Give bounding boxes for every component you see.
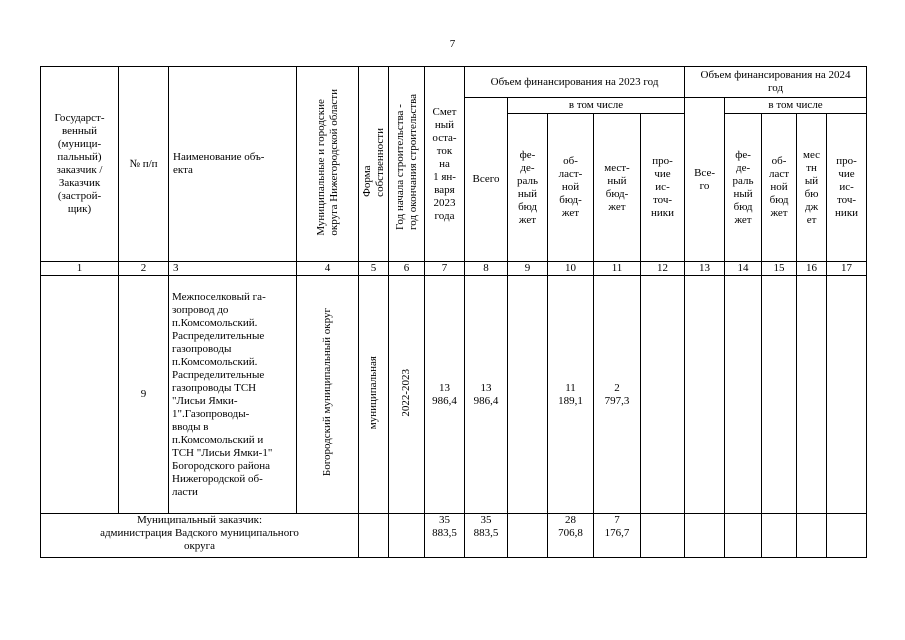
header-total-2023: Всего bbox=[465, 98, 508, 262]
summary-years bbox=[389, 514, 425, 558]
header-estimate: Смет ный оста- ток на 1 ян- варя 2023 года bbox=[425, 67, 465, 262]
col-number: 12 bbox=[641, 262, 685, 276]
col-number: 15 bbox=[762, 262, 797, 276]
col-number: 16 bbox=[797, 262, 827, 276]
row-total-2024 bbox=[685, 276, 725, 514]
col-number: 5 bbox=[359, 262, 389, 276]
header-fin-2023: Объем финансирования на 2023 год bbox=[465, 67, 685, 98]
row-other-2024 bbox=[827, 276, 867, 514]
header-federal-2023: фе- де- раль ный бюд жет bbox=[508, 114, 548, 262]
row-other-2023 bbox=[641, 276, 685, 514]
col-number: 6 bbox=[389, 262, 425, 276]
row-local-2023: 2 797,3 bbox=[594, 276, 641, 514]
header-regional-2023: об- ласт- ной бюд- жет bbox=[548, 114, 594, 262]
table-row bbox=[41, 276, 867, 514]
row-years: 2022-2023 bbox=[389, 276, 425, 514]
summary-label: Муниципальный заказчик: администрация Вадского муниципального округа bbox=[41, 514, 359, 558]
header-municipality: Муниципальные и городские округа Нижегородской области bbox=[297, 67, 359, 262]
summary-other-2023 bbox=[641, 514, 685, 558]
header-fin-2024: Объем финансирования на 2024 год bbox=[685, 67, 867, 98]
row-federal-2024 bbox=[725, 276, 762, 514]
header-ownership: Форма собственности bbox=[359, 67, 389, 262]
summary-ownership bbox=[359, 514, 389, 558]
col-number: 13 bbox=[685, 262, 725, 276]
row-object-name: Межпоселковый га- зопровод до п.Комсомольский. Распределительные газопроводы п.Комсомольский. Распределительные газопроводы ТСН "Лисьи Ямки- 1".Газопроводы- вводы в п.Комсомольский и ТСН "Лисьи Ямки-1" Богородского района Нижегородской об- ласти bbox=[169, 276, 297, 514]
header-incl-2024: в том числе bbox=[725, 98, 867, 114]
summary-total-2023: 35 883,5 bbox=[465, 514, 508, 558]
col-number: 14 bbox=[725, 262, 762, 276]
row-federal-2023 bbox=[508, 276, 548, 514]
header-incl-2023: в том числе bbox=[508, 98, 685, 114]
header-object-name: Наименование объ- екта bbox=[169, 67, 297, 262]
col-number: 17 bbox=[827, 262, 867, 276]
header-other-2023: про- чие ис- точ- ники bbox=[641, 114, 685, 262]
row-estimate: 13 986,4 bbox=[425, 276, 465, 514]
header-local-2023: мест- ный бюд- жет bbox=[594, 114, 641, 262]
summary-local-2023: 7 176,7 bbox=[594, 514, 641, 558]
col-number: 7 bbox=[425, 262, 465, 276]
summary-estimate: 35 883,5 bbox=[425, 514, 465, 558]
summary-row bbox=[41, 514, 867, 558]
summary-regional-2024 bbox=[762, 514, 797, 558]
summary-local-2024 bbox=[797, 514, 827, 558]
header-federal-2024: фе- де- раль ный бюд жет bbox=[725, 114, 762, 262]
header-regional-2024: об- ласт ной бюд жет bbox=[762, 114, 797, 262]
col-number: 11 bbox=[594, 262, 641, 276]
col-number: 4 bbox=[297, 262, 359, 276]
header-total-2024: Все- го bbox=[685, 98, 725, 262]
financing-table bbox=[40, 66, 867, 558]
col-number: 3 bbox=[169, 262, 297, 276]
summary-total-2024 bbox=[685, 514, 725, 558]
summary-regional-2023: 28 706,8 bbox=[548, 514, 594, 558]
col-number: 9 bbox=[508, 262, 548, 276]
row-local-2024 bbox=[797, 276, 827, 514]
page-number: 7 bbox=[449, 38, 456, 50]
col-number: 10 bbox=[548, 262, 594, 276]
header-local-2024: мес тн ый бю дж ет bbox=[797, 114, 827, 262]
row-num: 9 bbox=[119, 276, 169, 514]
row-ownership: муниципальная bbox=[359, 276, 389, 514]
row-total-2023: 13 986,4 bbox=[465, 276, 508, 514]
column-numbers-row bbox=[41, 262, 867, 276]
col-number: 1 bbox=[41, 262, 119, 276]
header-customer: Государст- венный (муници- пальный) заказчик / Заказчик (застрой- щик) bbox=[41, 67, 119, 262]
summary-other-2024 bbox=[827, 514, 867, 558]
row-regional-2023: 11 189,1 bbox=[548, 276, 594, 514]
header-years: Год начала строительства - год окончания строительства bbox=[389, 67, 425, 262]
row-regional-2024 bbox=[762, 276, 797, 514]
col-number: 2 bbox=[119, 262, 169, 276]
summary-federal-2024 bbox=[725, 514, 762, 558]
header-other-2024: про- чие ис- точ- ники bbox=[827, 114, 867, 262]
row-municipality: Богородский муниципальный округ bbox=[297, 276, 359, 514]
row-customer bbox=[41, 276, 119, 514]
col-number: 8 bbox=[465, 262, 508, 276]
summary-federal-2023 bbox=[508, 514, 548, 558]
header-num: № п/п bbox=[119, 67, 169, 262]
